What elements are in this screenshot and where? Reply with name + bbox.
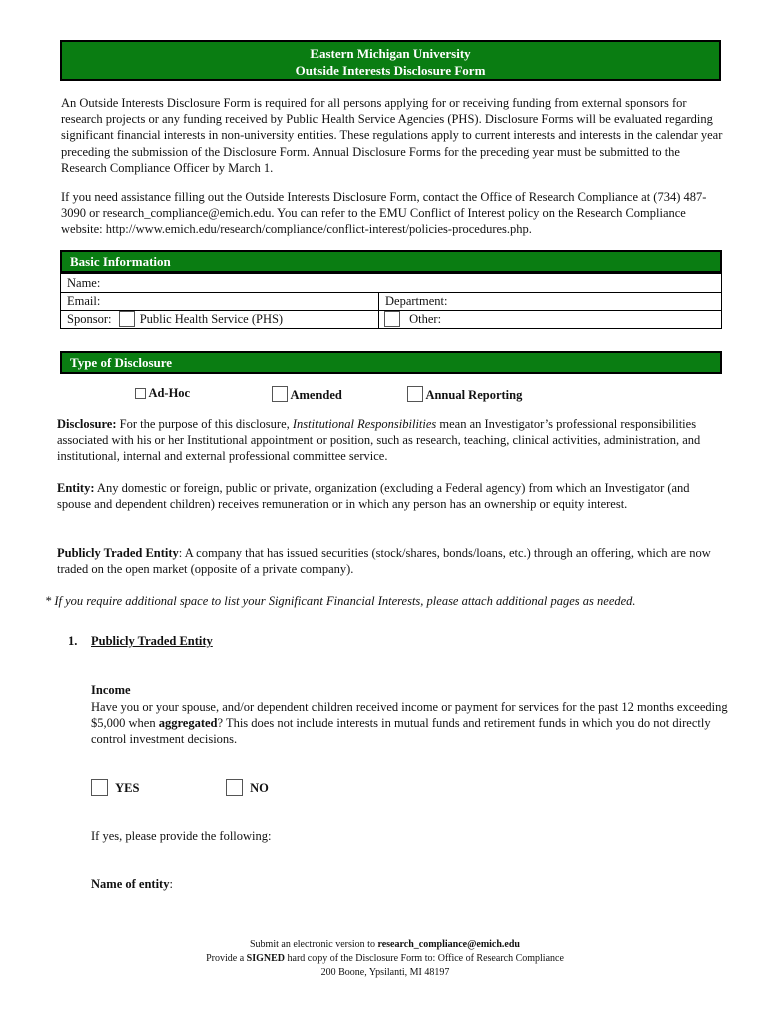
entity-name-colon: : <box>169 877 173 891</box>
amended-label: Amended <box>290 388 342 402</box>
email-label: Email: <box>67 294 101 308</box>
disclosure-text-a: For the purpose of this disclosure, <box>116 417 293 431</box>
phs-checkbox[interactable] <box>119 311 135 327</box>
no-checkbox[interactable] <box>226 779 243 796</box>
additional-space-note: * If you require additional space to list your Significant Financial Interests, please attach additional pages as needed. <box>45 594 636 608</box>
basic-info-title: Basic Information <box>70 254 171 269</box>
income-text-b: ? This does not include interests in mutual funds and retirement funds in which you do not directly control investment decisions. <box>91 716 711 747</box>
income-heading: Income <box>91 683 131 697</box>
intro-paragraph-2: If you need assistance filling out the Outside Interests Disclosure Form, contact the Office of Research Compliance at (734) 487-3090 or research_compliance@emich.edu. You can refer to the EMU Conflict of Interest policy on the Research Compliance website: http://www.emich.edu/research/compliance/conflict-interest/policies-procedures.php. <box>61 190 707 237</box>
income-text-bold: aggregated <box>158 716 218 731</box>
disclosure-definition <box>57 416 717 465</box>
annual-label: Annual Reporting <box>425 388 523 402</box>
email-field[interactable] <box>61 292 379 310</box>
annual-option[interactable] <box>407 386 522 403</box>
intro-paragraph-1: An Outside Interests Disclosure Form is required for all persons applying for or receiving funding from external sponsors for research projects or any funding received by Public Health Service Agencies (PHS). Disclosure Forms will be evaluated regarding significant financial interests in non-university entities. These regulations apply to current interests and interests in the calendar year preceding the submission of the Disclosure Form. Annual Disclosure Forms for the preceding year must be submitted to the Research Compliance Officer by March 1. <box>61 96 723 175</box>
section1-number: 1. <box>68 634 78 648</box>
disclosure-text-b: mean an Investigator’s professional responsibilities associated with his or her Institutional appointment or position, such as research, teaching, clinical activities, administration, and institutional, internal and external professional committee service. <box>57 417 701 464</box>
sponsor-field <box>61 310 379 328</box>
disclosure-type-title: Type of Disclosure <box>70 355 173 370</box>
disclosure-text-italic: Institutional Responsibilities <box>292 417 437 431</box>
footer-line2-text-b: hard copy of the Disclosure Form to: Office of Research Compliance <box>285 953 564 964</box>
footer-line2-signed: SIGNED <box>246 953 285 964</box>
footer <box>0 938 770 980</box>
yes-option[interactable] <box>91 779 139 796</box>
entity-definition <box>57 480 717 512</box>
form-header <box>60 40 721 81</box>
department-field[interactable] <box>379 292 721 310</box>
disclosure-type-header <box>60 351 722 374</box>
footer-line-1 <box>0 938 770 952</box>
sponsor-label: Sponsor: <box>67 312 112 326</box>
phs-label: Public Health Service (PHS) <box>139 312 284 326</box>
no-option[interactable] <box>226 779 269 796</box>
basic-info-header <box>60 250 722 273</box>
pte-definition <box>57 545 717 577</box>
department-label: Department: <box>385 294 448 308</box>
entity-text: Any domestic or foreign, public or private, organization (excluding a Federal agency) from which an Investigator (and spouse and dependent children) receives remuneration or in which any person has an ownership or equity interest. <box>57 481 690 512</box>
footer-line-3: 200 Boone, Ypsilanti, MI 48197 <box>320 967 450 978</box>
name-label: Name: <box>67 276 101 290</box>
pte-term: Publicly Traded Entity <box>57 546 179 560</box>
university-name: Eastern Michigan University <box>310 46 471 61</box>
other-field <box>379 310 721 328</box>
basic-info-table <box>60 273 722 329</box>
footer-line-2 <box>0 952 770 966</box>
income-text-a: Have you or your spouse, and/or dependent children received income or payment for services for the past 12 months exceeding $5,000 when <box>91 700 728 731</box>
footer-email: research_compliance@emich.edu <box>377 939 520 950</box>
entity-name-field[interactable] <box>91 877 173 892</box>
other-checkbox[interactable] <box>384 311 400 327</box>
section1-title: Publicly Traded Entity <box>91 634 213 648</box>
amended-option[interactable] <box>272 386 342 403</box>
footer-line1-text: Submit an electronic version to <box>249 939 378 950</box>
amended-checkbox[interactable] <box>272 386 288 402</box>
disclosure-term: Disclosure: <box>57 417 117 431</box>
sponsor-row <box>61 310 721 329</box>
adhoc-label: Ad-Hoc <box>148 386 191 400</box>
adhoc-option[interactable] <box>135 386 190 401</box>
name-row[interactable] <box>61 274 721 293</box>
pte-text: : A company that has issued securities (stock/shares, bonds/loans, etc.) through an offering, which are now traded on the open market (opposite of a private company). <box>57 546 711 577</box>
footer-line2-text-a: Provide a <box>206 953 247 964</box>
other-label: Other: <box>409 312 442 326</box>
yes-label: YES <box>115 781 140 795</box>
yes-checkbox[interactable] <box>91 779 108 796</box>
form-title: Outside Interests Disclosure Form <box>295 63 486 78</box>
no-label: NO <box>250 781 269 795</box>
adhoc-checkbox[interactable] <box>135 388 146 399</box>
if-yes-instruction: If yes, please provide the following: <box>91 829 272 843</box>
annual-checkbox[interactable] <box>407 386 423 402</box>
income-question <box>91 699 731 748</box>
entity-term: Entity: <box>57 481 95 495</box>
entity-name-label: Name of entity <box>91 877 170 891</box>
email-row <box>61 292 721 311</box>
